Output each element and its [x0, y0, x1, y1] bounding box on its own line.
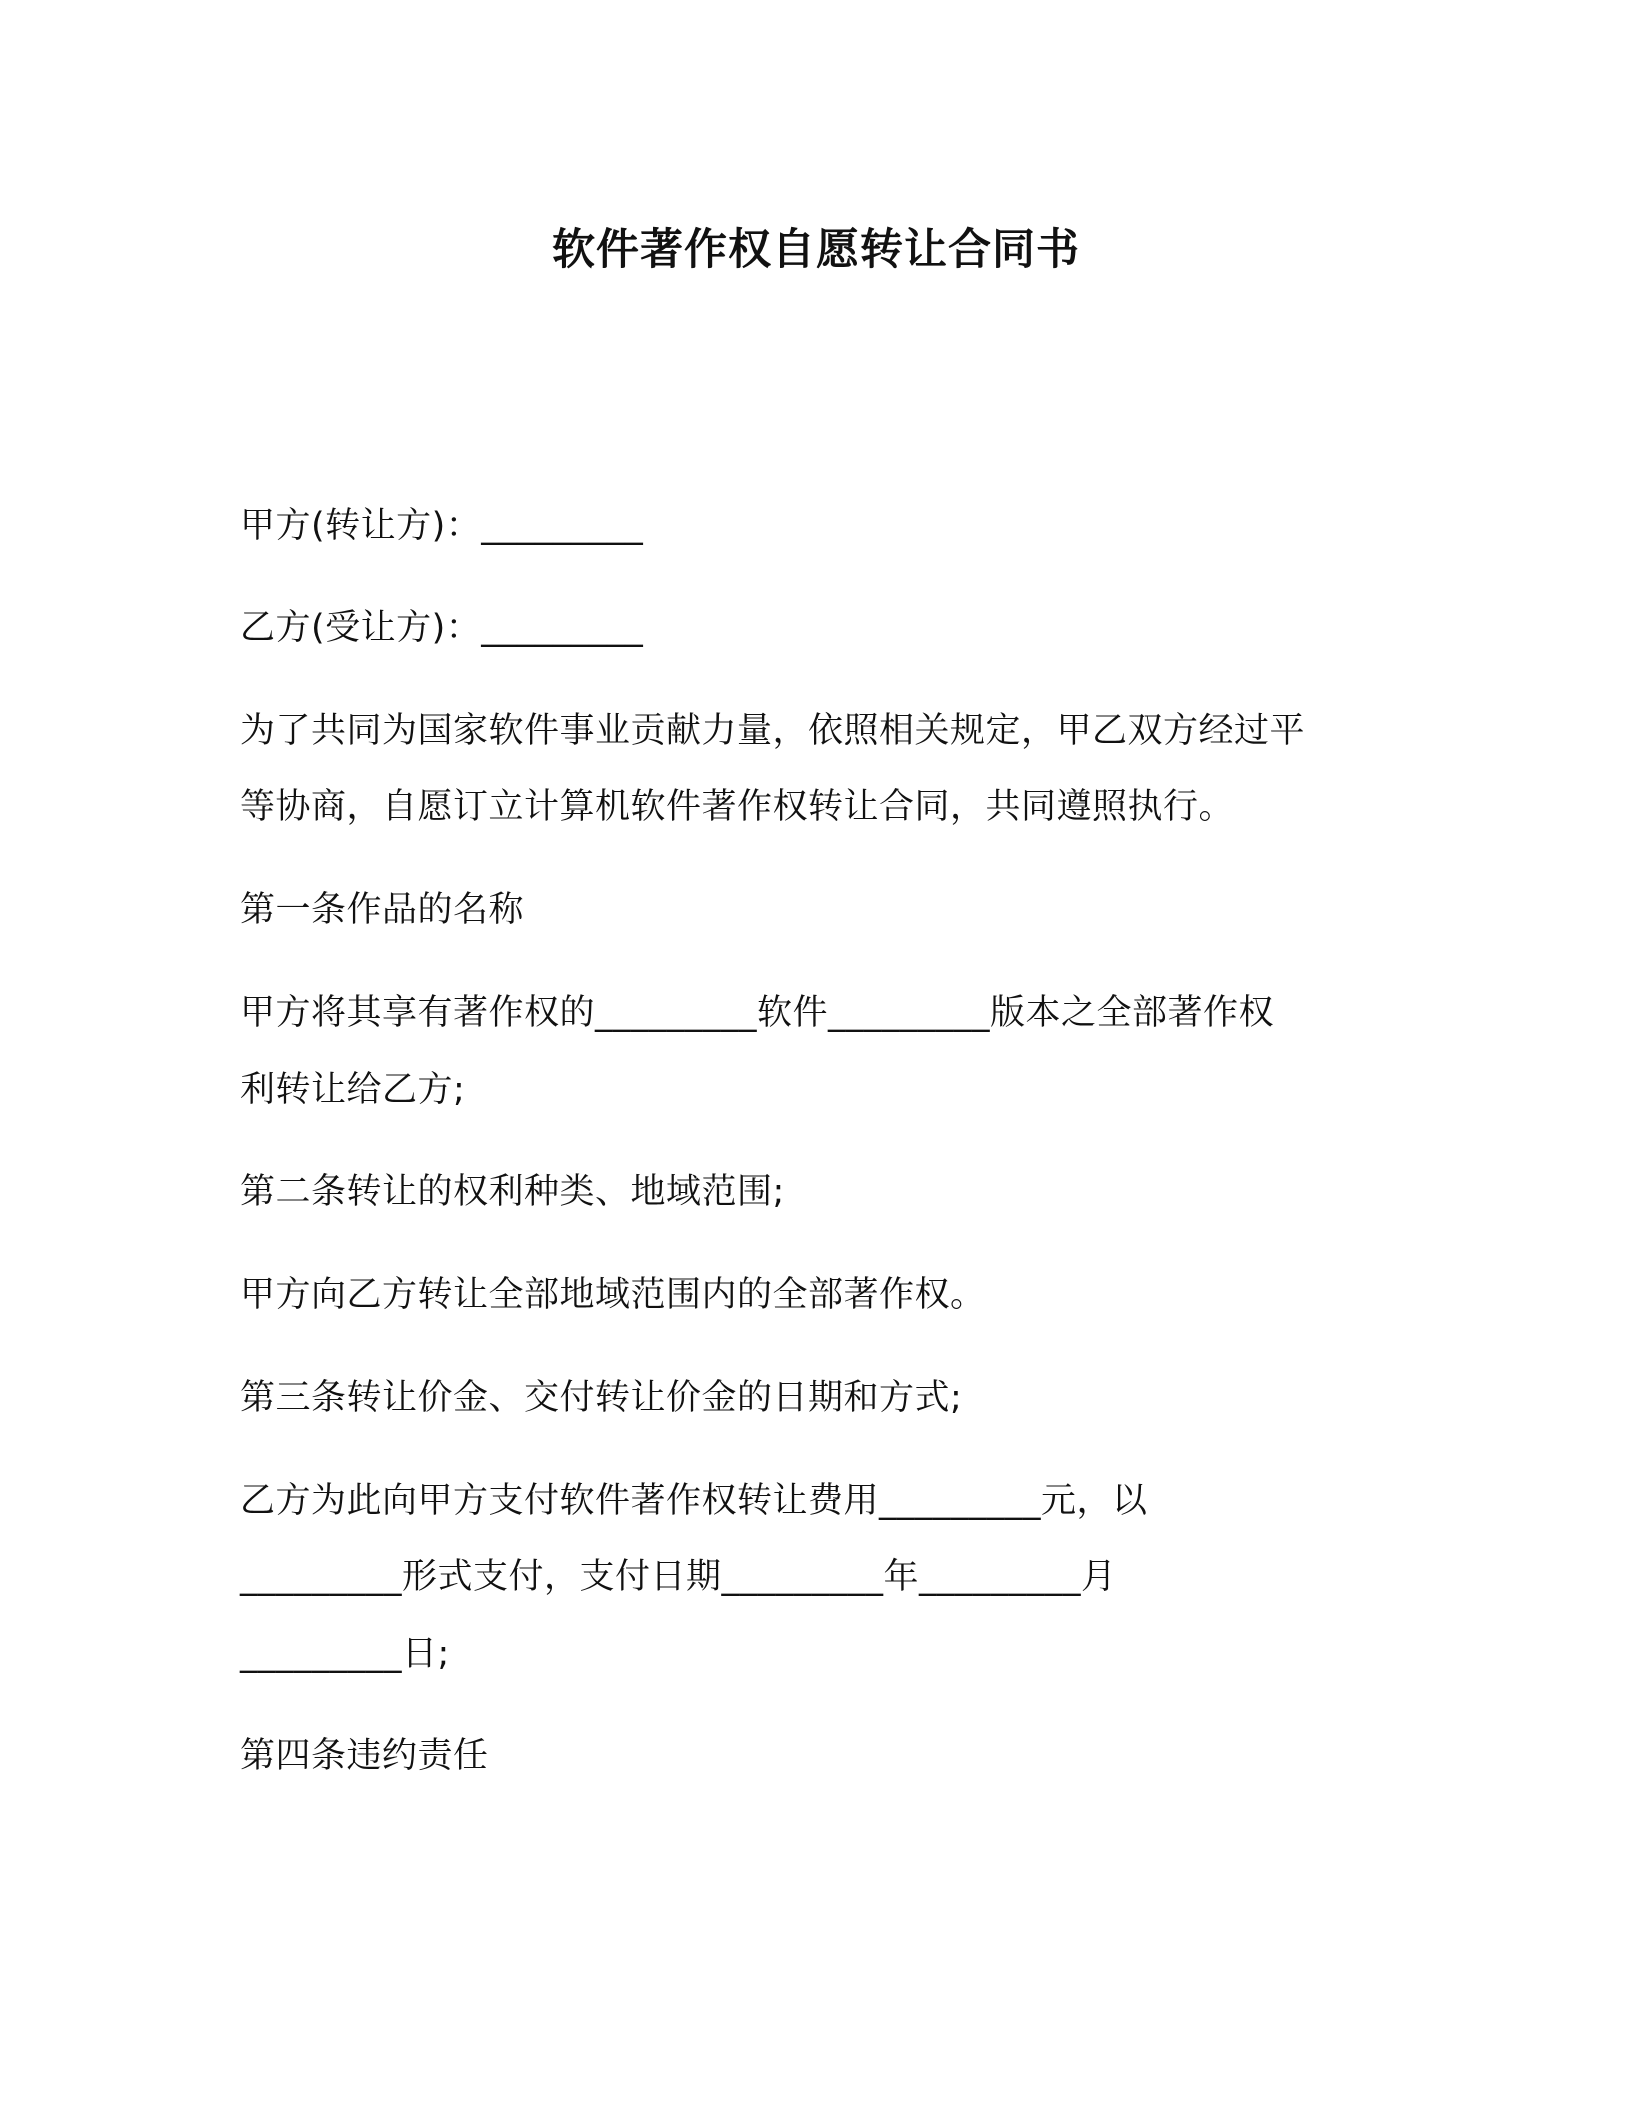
article-3-body-line-1: 乙方为此向甲方支付软件著作权转让费用_________元，以 — [240, 1481, 1148, 1521]
preamble-line-2: 等协商，自愿订立计算机软件著作权转让合同，共同遵照执行。 — [240, 787, 1235, 827]
preamble-line-1: 为了共同为国家软件事业贡献力量，依照相关规定，甲乙双方经过平 — [240, 711, 1306, 751]
article-1-heading: 第一条作品的名称 — [240, 890, 525, 930]
article-4-heading: 第四条违约责任 — [240, 1736, 489, 1776]
document-title: 软件著作权自愿转让合同书 — [552, 225, 1080, 275]
party-a-line: 甲方(转让方)：_________ — [240, 506, 644, 546]
article-2-body: 甲方向乙方转让全部地域范围内的全部著作权。 — [240, 1275, 986, 1315]
article-1-body-line-1: 甲方将其享有著作权的_________软件_________版本之全部著作权 — [240, 993, 1275, 1033]
party-b-line: 乙方(受让方)：_________ — [240, 608, 644, 648]
article-3-body-line-3: _________日; — [240, 1634, 450, 1674]
article-2-heading: 第二条转让的权利种类、地域范围; — [240, 1172, 785, 1212]
article-3-body-line-2: _________形式支付，支付日期_________年_________月 — [240, 1557, 1117, 1597]
article-3-heading: 第三条转让价金、交付转让价金的日期和方式; — [240, 1378, 963, 1418]
article-1-body-line-2: 利转让给乙方; — [240, 1070, 466, 1110]
